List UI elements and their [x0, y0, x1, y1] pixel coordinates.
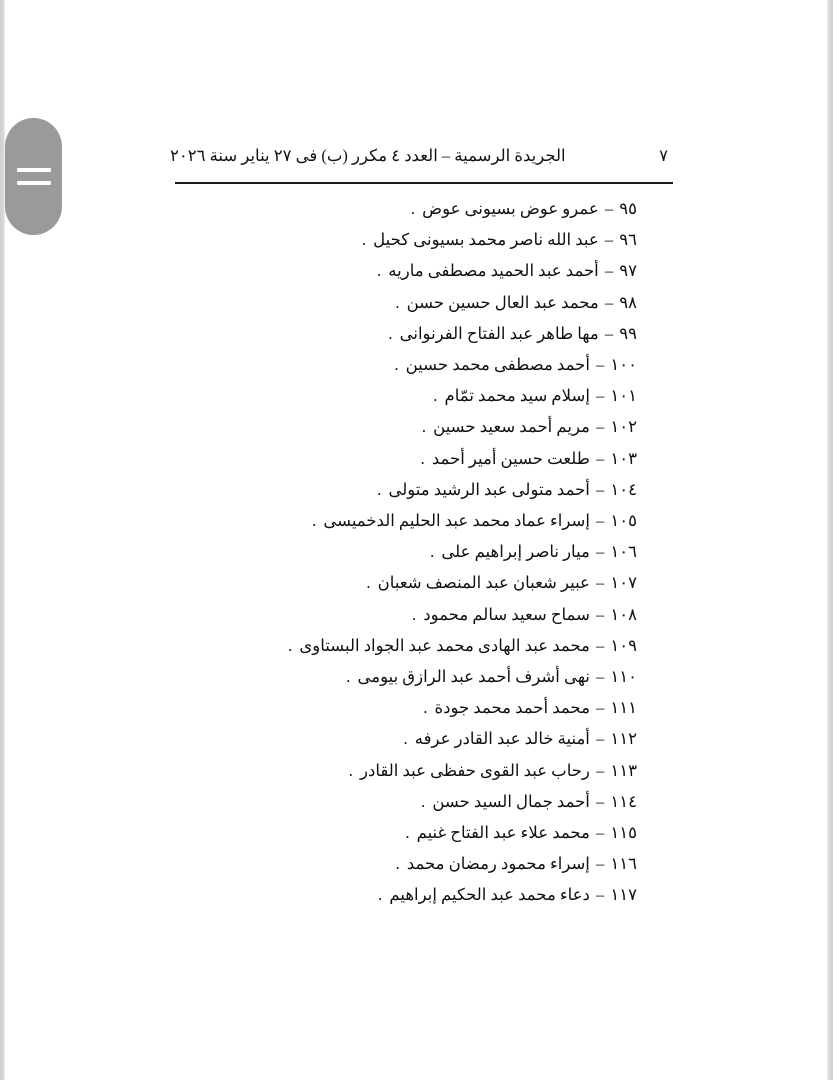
list-item-full-stop: .: [377, 261, 386, 281]
list-item: [157, 567, 637, 598]
list-item-full-stop: .: [410, 199, 420, 218]
list-item-separator: –: [591, 635, 609, 655]
list-item-name: أحمد جمال السيد حسن: [432, 791, 590, 811]
list-item-number: ١٠٢: [610, 417, 637, 437]
list-item-full-stop: .: [430, 542, 439, 562]
list-item-full-stop: .: [395, 854, 404, 874]
list-item-separator: –: [591, 791, 609, 811]
list-item: [157, 692, 637, 723]
gazette-header-title: الجريدة الرسمية – العدد ٤ مكرر (ب) فى ٢٧ يناير سنة ٢٠٢٦: [170, 146, 566, 165]
list-item: [157, 193, 637, 224]
list-item: [157, 723, 637, 754]
list-item-name: محمد علاء عبد الفتاح غنيم: [416, 823, 590, 843]
list-item-name: محمد عبد العال حسين حسن: [406, 292, 599, 312]
list-item-separator: –: [591, 885, 609, 905]
list-item-full-stop: .: [312, 511, 321, 531]
list-item-full-stop: .: [405, 823, 414, 843]
header-divider-rule: [175, 182, 673, 184]
list-item-full-stop: .: [421, 417, 431, 437]
list-item-full-stop: .: [420, 448, 429, 468]
list-item: [157, 474, 637, 505]
list-item: [157, 786, 637, 817]
list-item-name: أحمد متولى عبد الرشيد متولى: [388, 479, 590, 499]
list-item-number: ١٠٦: [610, 542, 637, 562]
list-item-number: ١٠٠: [610, 355, 637, 375]
list-item: [157, 287, 637, 318]
list-item-separator: –: [591, 511, 609, 531]
list-item: [157, 661, 637, 692]
list-item-separator: –: [591, 542, 609, 562]
list-item-full-stop: .: [394, 355, 403, 375]
list-item-number: ١٠٧: [610, 573, 637, 593]
document-page: [5, 0, 827, 1080]
list-item-number: ١١٣: [610, 760, 637, 780]
list-item-separator: –: [600, 261, 618, 281]
list-item-number: ١١٤: [610, 791, 637, 811]
list-item-full-stop: .: [348, 760, 358, 780]
list-item-separator: –: [591, 823, 609, 843]
list-item-number: ١١١: [610, 698, 637, 718]
list-item-number: ٩٩: [619, 323, 637, 343]
list-item-number: ١٠٣: [610, 448, 637, 468]
handle-line-top: [17, 168, 51, 172]
list-item-full-stop: .: [388, 323, 397, 343]
list-item-name: دعاء محمد عبد الحكيم إبراهيم: [389, 885, 590, 905]
list-item: [157, 536, 637, 567]
list-item-number: ١٠٤: [610, 479, 637, 499]
list-item-name: مريم أحمد سعيد حسين: [433, 417, 590, 437]
list-item-full-stop: .: [288, 635, 297, 655]
list-item-separator: –: [591, 355, 609, 375]
list-item-separator: –: [591, 729, 609, 749]
list-item: [157, 443, 637, 474]
list-item-separator: –: [591, 448, 609, 468]
list-item-separator: –: [600, 230, 618, 250]
list-item-full-stop: .: [412, 604, 421, 624]
list-item-number: ١١٢: [610, 729, 637, 749]
list-item-name: محمد عبد الهادى محمد عبد الجواد البستاوى: [299, 635, 590, 655]
list-item-separator: –: [591, 479, 609, 499]
numbered-name-list: [157, 193, 637, 911]
list-item-separator: –: [591, 760, 609, 780]
list-item: [157, 255, 637, 286]
list-item-name: عمرو عوض بسيونى عوض: [422, 199, 599, 218]
list-item: [157, 817, 637, 848]
list-item: [157, 599, 637, 630]
list-item-name: إسلام سيد محمد تمّام: [444, 386, 590, 406]
list-item-separator: –: [600, 292, 618, 312]
list-item: [157, 879, 637, 910]
list-item-name: نهى أشرف أحمد عبد الرازق بيومى: [357, 667, 590, 687]
list-item-number: ١١٦: [610, 854, 637, 874]
list-item-name: إسراء محمود رمضان محمد: [406, 854, 590, 874]
list-item-name: أمنية خالد عبد القادر عرفه: [414, 729, 590, 749]
list-item-full-stop: .: [403, 729, 412, 749]
list-item-name: أحمد مصطفى محمد حسين: [405, 355, 590, 375]
drag-handle[interactable]: [5, 118, 62, 235]
list-item-number: ١٠١: [610, 386, 637, 406]
list-item-separator: –: [591, 604, 609, 624]
list-item: [157, 380, 637, 411]
list-item-full-stop: .: [377, 479, 386, 499]
list-item: [157, 630, 637, 661]
list-item-number: ٩٦: [619, 230, 637, 250]
list-item-full-stop: .: [366, 573, 375, 593]
list-item: [157, 848, 637, 879]
list-item-separator: –: [600, 323, 618, 343]
list-item-name: ميار ناصر إبراهيم على: [441, 542, 590, 562]
list-item: [157, 755, 637, 786]
list-item-name: رحاب عبد القوى حفظى عبد القادر: [360, 760, 590, 780]
list-item-name: مها طاهر عبد الفتاح الفرنوانى: [399, 323, 599, 343]
list-item-name: سماح سعيد سالم محمود: [423, 604, 590, 624]
list-item-name: عبير شعبان عبد المنصف شعبان: [377, 573, 590, 593]
list-item-number: ١٠٥: [610, 511, 637, 531]
handle-line-bottom: [17, 181, 51, 185]
list-item-name: طلعت حسين أمير أحمد: [431, 448, 590, 468]
list-item-number: ١١٧: [610, 885, 637, 905]
list-item-full-stop: .: [433, 386, 442, 406]
list-item-separator: –: [591, 854, 609, 874]
list-item-full-stop: .: [378, 885, 387, 905]
list-item-separator: –: [600, 199, 618, 218]
list-item-separator: –: [591, 698, 609, 718]
list-item-number: ٩٥: [619, 199, 637, 218]
list-item-full-stop: .: [346, 667, 355, 687]
list-item-separator: –: [591, 417, 609, 437]
list-item: [157, 224, 637, 255]
list-item: [157, 411, 637, 442]
list-item-number: ٩٧: [619, 261, 637, 281]
list-item-name: إسراء عماد محمد عبد الحليم الدخميسى: [323, 511, 590, 531]
list-item-name: أحمد عبد الحميد مصطفى ماريه: [388, 261, 599, 281]
list-item: [157, 318, 637, 349]
list-item-number: ١٠٨: [610, 604, 637, 624]
list-item-number: ١١٠: [610, 667, 637, 687]
list-item-separator: –: [591, 667, 609, 687]
list-item-separator: –: [591, 573, 609, 593]
document-content: [5, 0, 827, 1080]
list-item-number: ٩٨: [619, 292, 637, 312]
right-page-gutter: [828, 0, 833, 1080]
list-item-full-stop: .: [395, 292, 404, 312]
list-item-name: عبد الله ناصر محمد بسيونى كحيل: [373, 230, 599, 250]
list-item-full-stop: .: [361, 230, 371, 250]
list-item-separator: –: [591, 386, 609, 406]
list-item-name: محمد أحمد محمد جودة: [434, 698, 590, 718]
list-item-full-stop: .: [423, 698, 432, 718]
list-item: [157, 505, 637, 536]
list-item-number: ١٠٩: [610, 635, 637, 655]
list-item-full-stop: .: [421, 791, 430, 811]
page-number: ٧: [659, 146, 668, 165]
list-item-number: ١١٥: [610, 823, 637, 843]
list-item: [157, 349, 637, 380]
running-head: [170, 146, 668, 172]
